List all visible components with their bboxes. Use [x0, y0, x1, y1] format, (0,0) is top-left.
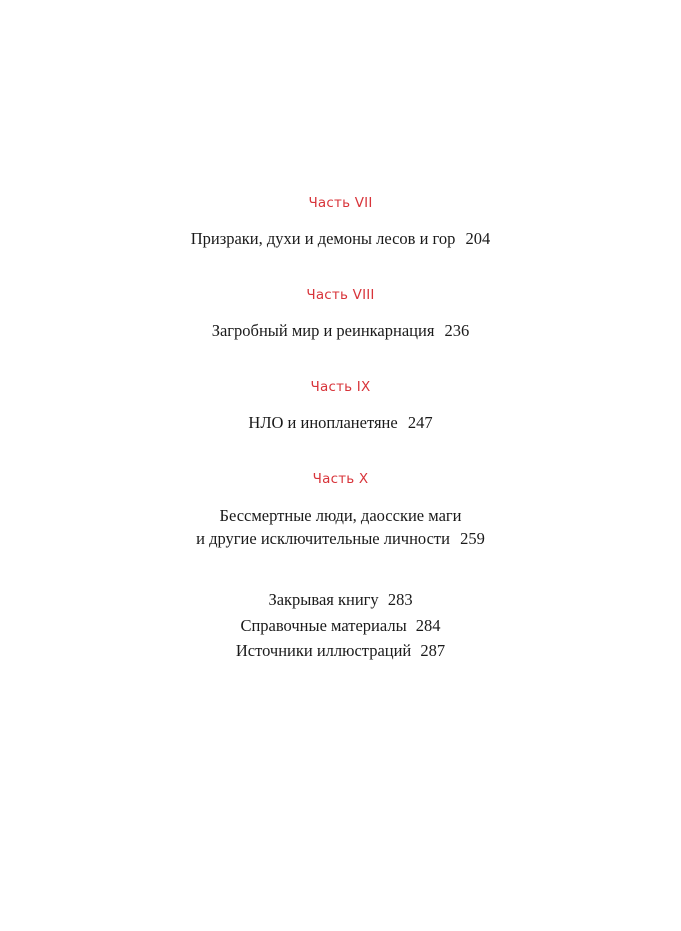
part-entry-page: 236 [444, 321, 470, 341]
back-matter-item [0, 613, 681, 639]
back-matter-title: Справочные материалы [240, 615, 407, 635]
part-heading: Часть X [312, 471, 369, 488]
back-matter-list [0, 587, 681, 664]
toc-part-7 [0, 195, 681, 251]
part-entry [0, 227, 681, 251]
part-entry-page: 259 [460, 529, 485, 549]
part-entry-title: НЛО и инопланетяне [248, 413, 398, 433]
toc-part-10 [0, 471, 681, 551]
part-entry-title: Призраки, духи и демоны лесов и гор [190, 229, 456, 249]
part-entry-line-2: и другие исключительные личности [196, 529, 450, 549]
part-heading: Часть VII [308, 195, 373, 211]
back-matter-item [0, 587, 681, 613]
toc-part-9 [0, 379, 681, 435]
part-entry-page: 204 [465, 229, 491, 249]
part-heading: Часть VIII [306, 287, 375, 304]
part-entry-title: Загробный мир и реинкарнация [211, 321, 435, 341]
back-matter-page: 284 [415, 615, 441, 635]
toc-part-8 [0, 287, 681, 343]
back-matter-page: 287 [420, 641, 446, 661]
part-entry-page: 247 [407, 413, 433, 433]
back-matter-item [0, 638, 681, 664]
back-matter-title: Источники иллюстраций [235, 641, 412, 661]
part-entry-line-1: Бессмертные люди, даосские маги [219, 505, 462, 525]
table-of-contents [0, 195, 681, 664]
back-matter-title: Закрывая книгу [268, 590, 379, 610]
back-matter-page: 283 [387, 590, 413, 610]
part-entry [0, 527, 681, 551]
part-heading: Часть IX [310, 379, 371, 396]
part-entry [0, 319, 681, 343]
part-entry [0, 411, 681, 435]
